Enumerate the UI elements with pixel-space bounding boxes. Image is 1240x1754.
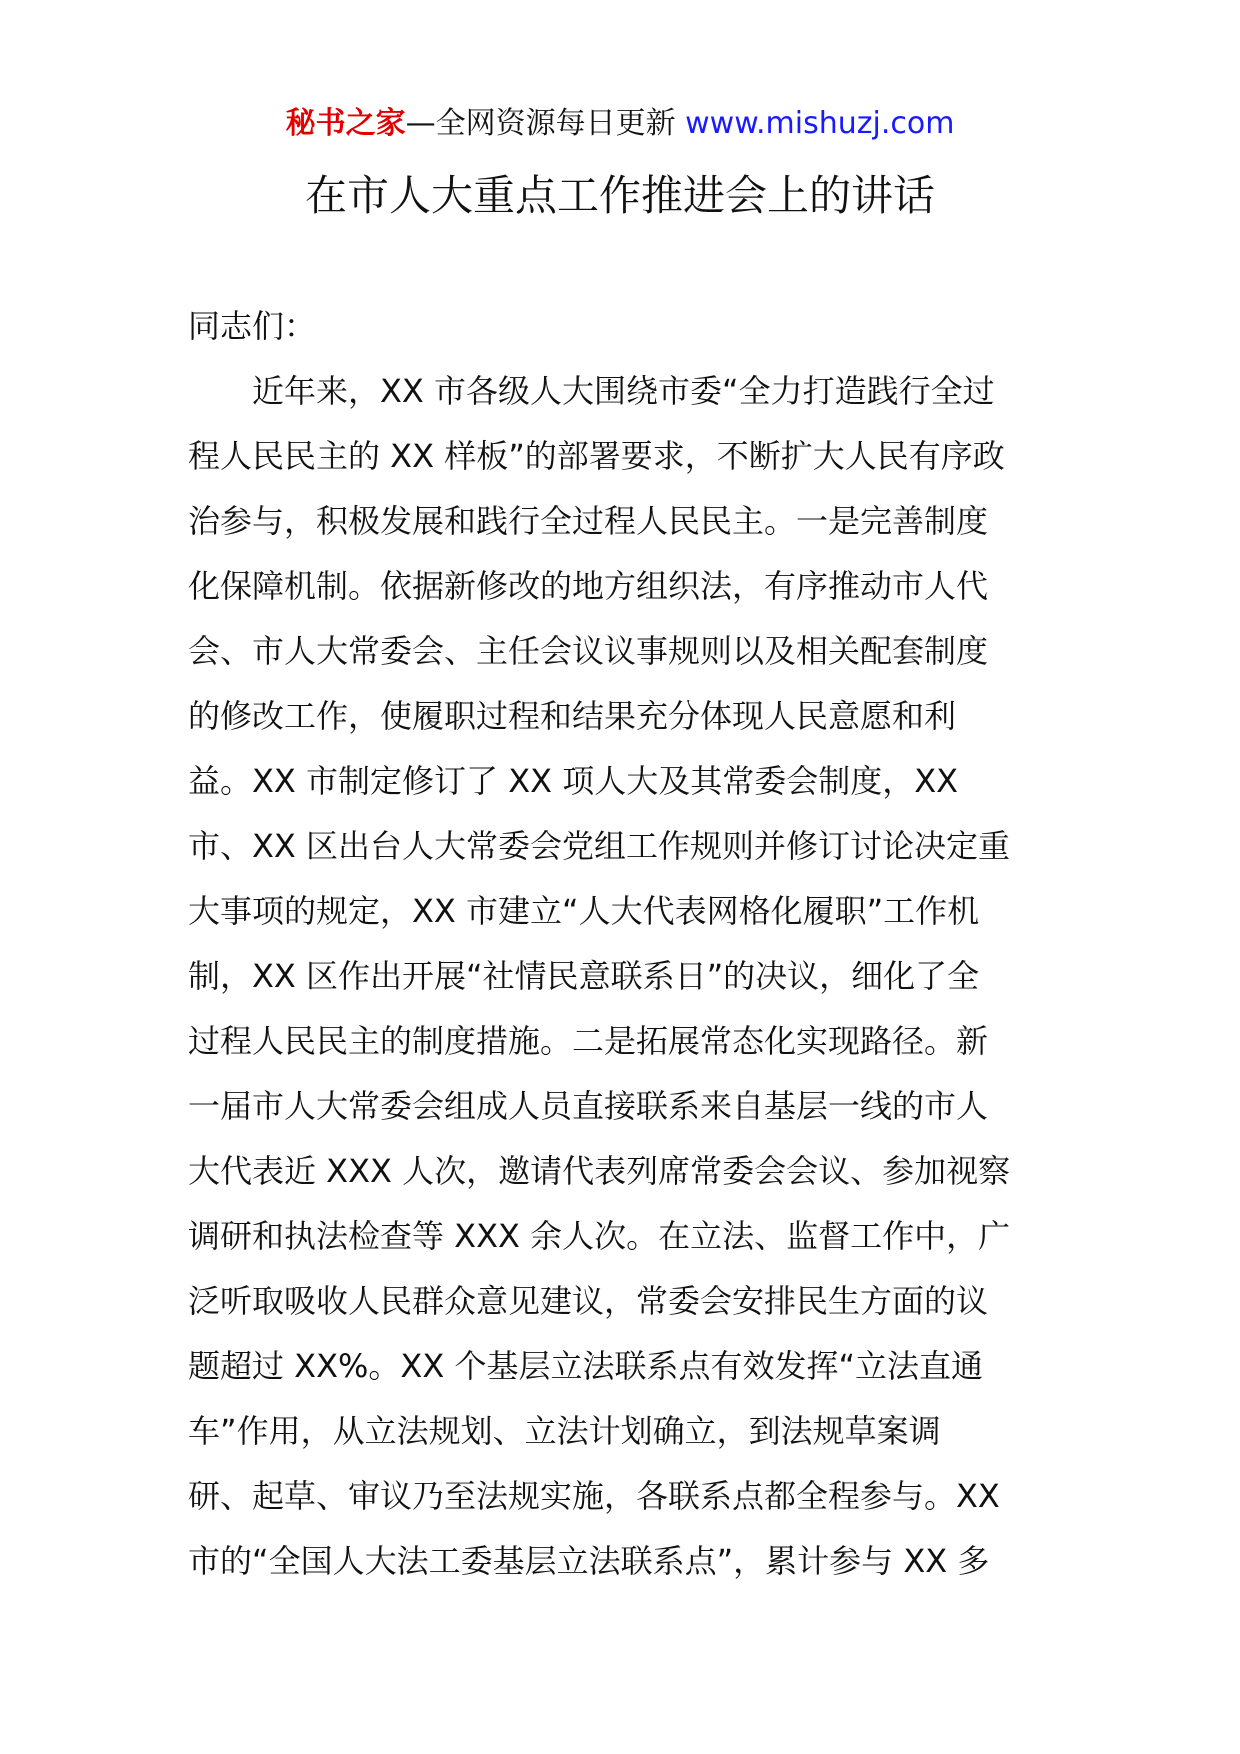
paragraph-line: 化保障机制。依据新修改的地方组织法，有序推动市人代 (188, 567, 989, 605)
paragraph-line: 过程人民民主的制度措施。二是拓展常态化实现路径。新 (188, 1022, 989, 1060)
site-header-banner (0, 100, 1240, 148)
paragraph-line: 调研和执法检查等 XXX 余人次。在立法、监督工作中，广 (188, 1217, 1011, 1255)
site-brand: 秘书之家 (285, 106, 406, 141)
document-title: 在市人大重点工作推进会上的讲话 (304, 171, 935, 220)
site-url[interactable]: www.mishuzj.com (685, 106, 955, 141)
paragraph-line: 车”作用，从立法规划、立法计划确立，到法规草案调 (188, 1412, 941, 1450)
paragraph-line: 治参与，积极发展和践行全过程人民民主。一是完善制度 (188, 502, 989, 540)
paragraph-line: 的修改工作，使履职过程和结果充分体现人民意愿和利 (188, 697, 957, 735)
document-body (188, 294, 1058, 1594)
salutation: 同志们： (188, 307, 317, 345)
site-tagline: —全网资源每日更新 (405, 106, 676, 141)
paragraph-line: 近年来，XX 市各级人大围绕市委“全力打造践行全过 (252, 372, 995, 410)
paragraph-line: 益。XX 市制定修订了 XX 项人大及其常委会制度，XX (188, 762, 959, 800)
paragraph-line: 一届市人大常委会组成人员直接联系来自基层一线的市人 (188, 1087, 989, 1125)
paragraph-line: 研、起草、审议乃至法规实施，各联系点都全程参与。XX (188, 1477, 1000, 1515)
paragraph-line: 程人民民主的 XX 样板”的部署要求，不断扩大人民有序政 (188, 437, 1005, 475)
paragraph-line: 大事项的规定，XX 市建立“人大代表网格化履职”工作机 (188, 892, 980, 930)
paragraph-line: 市、XX 区出台人大常委会党组工作规则并修订讨论决定重 (188, 827, 1011, 865)
paragraph-line: 大代表近 XXX 人次，邀请代表列席常委会会议、参加视察 (188, 1152, 1011, 1190)
paragraph-line: 制，XX 区作出开展“社情民意联系日”的决议，细化了全 (188, 957, 980, 995)
paragraph-line: 市的“全国人大法工委基层立法联系点”，累计参与 XX 多 (188, 1542, 990, 1580)
paragraph-line: 题超过 XX%。XX 个基层立法联系点有效发挥“立法直通 (188, 1347, 984, 1385)
paragraph-line: 会、市人大常委会、主任会议议事规则以及相关配套制度 (188, 632, 989, 670)
paragraph-line: 泛听取吸收人民群众意见建议，常委会安排民生方面的议 (188, 1282, 989, 1320)
